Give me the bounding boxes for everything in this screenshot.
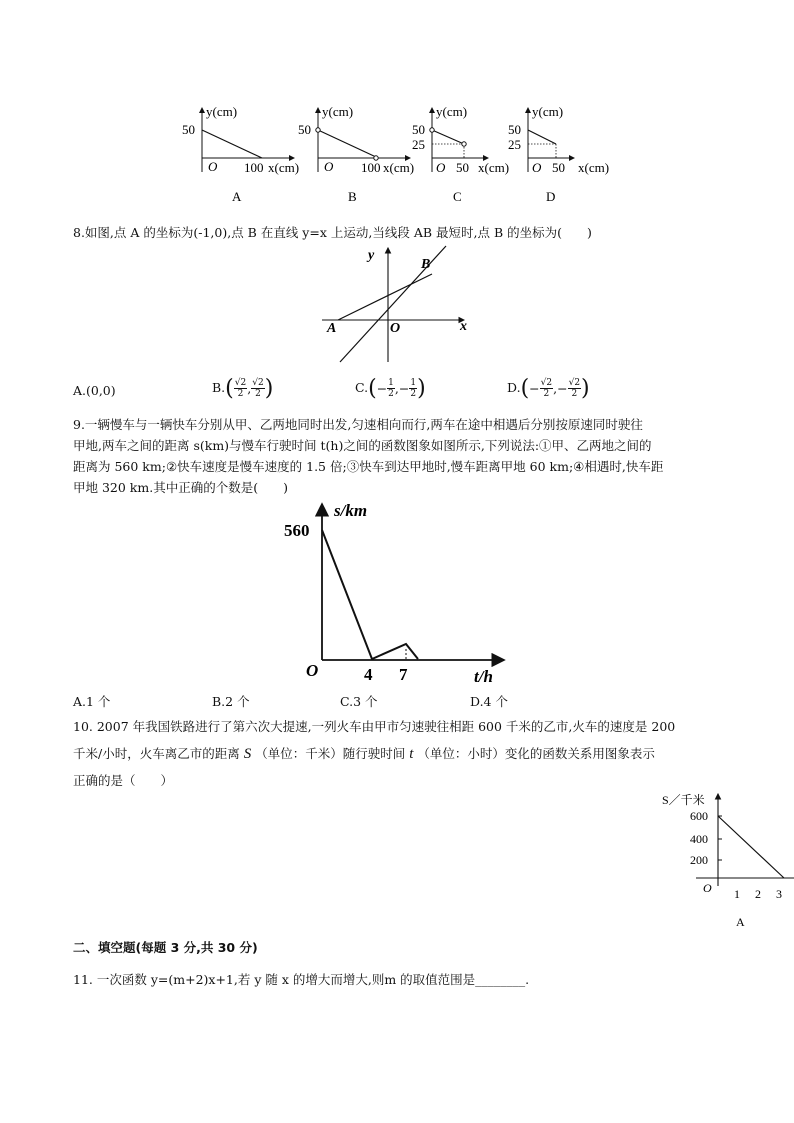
q10-line-2: 千米/小时，火车离乙市的距离 S （单位：千米）随行驶时间 t （单位：小时）变化的函数关系用图象表示 [73,746,655,762]
q8-text: 8.如图,点 A 的坐标为(-1,0),点 B 在直线 y=x 上运动,当线段 AB 最短时,点 B 的坐标为( ) [73,225,592,240]
q11-text: 11. 一次函数 y=(m+2)x+1,若 y 随 x 的增大而增大,则m 的取值范围是________. [73,972,530,987]
q7d-letter: D [546,189,556,204]
q8-option-b-prefix: B. [212,380,226,395]
q7a-xtick: 100 [244,160,264,175]
q8-figure-svg [318,244,478,370]
q9-line-1: 9.一辆慢车与一辆快车分别从甲、乙两地同时出发,匀速相向而行,两车在途中相遇后分别按原速同时驶往 [73,417,643,432]
q9-figure [278,498,510,688]
q10a-origin: O [703,881,712,895]
q7d-ytick: 50 [508,122,521,137]
q9-origin: O [306,661,319,680]
q7d-ylabel: y(cm) [532,104,564,119]
q10a-letter: A [736,915,745,929]
q7a-xlabel: x(cm) [268,160,300,175]
q7c-ytick: 50 [412,122,425,137]
q9-ytick: 560 [284,521,310,540]
q9-figure-svg [278,498,510,688]
q8-point-b: B [421,257,431,272]
q7b-xlabel: x(cm) [383,160,415,175]
q9-option-d: D.4 个 [470,694,508,709]
q7c-ytick2: 25 [412,137,425,152]
q10a-ylabel: S／千米 [662,793,705,807]
q7-graphs-svg [176,100,616,210]
q7b-ytick: 50 [298,122,311,137]
q7b-xtick: 100 [361,160,381,175]
q7a-ytick: 50 [182,122,195,137]
q9-option-b: B.2 个 [212,694,250,709]
q10a-ytick-400: 400 [690,832,708,846]
q9-ylabel: s/km [334,501,368,520]
q7c-ylabel: y(cm) [436,104,468,119]
q7d-ytick2: 25 [508,137,521,152]
q7b-ylabel: y(cm) [322,104,354,119]
q8-option-b: B.( $\frac{√2}{2}$ , $\frac{√2}{2}$ ) [212,376,274,401]
q9-option-a: A.1 个 [73,694,111,709]
q10a-xtick-1: 1 [734,887,740,901]
q7b-letter: B [348,189,357,204]
q7c-letter: C [453,189,462,204]
q8-option-a: A.(0,0) [73,383,116,398]
q9-xtick-4: 4 [364,665,373,684]
q7-graph-c [412,104,509,204]
q7a-ylabel: y(cm) [206,104,238,119]
q10-var-s: S [243,746,252,762]
q10-var-t: t [409,746,414,762]
q7-graph-a [182,104,299,204]
q10a-xtick-3: 3 [776,887,782,901]
q7-graphs [176,100,616,210]
q9-xtick-7: 7 [399,665,408,684]
q7c-origin: O [436,160,446,175]
q10-graph-a-svg [656,788,794,934]
q8-xlabel: x [460,319,467,334]
q7a-origin: O [208,159,218,174]
q8-figure [318,244,478,370]
q10-line-1: 10. 2007 年我国铁路进行了第六次大提速,一列火车由甲市匀速驶往相距 600 千米的乙市,火车的速度是 200 [73,719,676,734]
q7b-origin: O [324,159,334,174]
q7-graph-b [298,104,414,204]
q8-point-a: A [327,321,337,336]
q8-origin: O [390,321,401,336]
q9-line-2: 甲地,两车之间的距离 s(km)与慢车行驶时间 t(h)之间的函数图象如图所示,下列说法:①甲、乙两地之间的 [73,438,652,453]
q10a-xtick-2: 2 [755,887,761,901]
q10a-ytick-600: 600 [690,809,708,823]
q8-ylabel: y [368,248,375,263]
q9-option-c: C.3 个 [340,694,378,709]
q8-b-frac1: $\frac{√2}{2}$ [234,378,247,399]
q7d-xtick: 50 [552,160,565,175]
q8-option-c: C.(− $\frac{1}{2}$ ,− $\frac{1}{2}$ ) [355,376,426,401]
section-2-title: 二、填空题(每题 3 分,共 30 分) [73,940,258,955]
q8-b-frac2: $\frac{√2}{2}$ [252,378,264,399]
q9-line-3: 距离为 560 km;②快车速度是慢车速度的 1.5 倍;③快车到达甲地时,慢车距离甲地 60 km;④相遇时,快车距 [73,459,664,474]
q9-line-4: 甲地 320 km.其中正确的个数是( ) [73,480,288,495]
q7c-xtick: 50 [456,160,469,175]
q7c-xlabel: x(cm) [478,160,510,175]
q9-xlabel: t/h [474,667,493,686]
q7-graph-d [508,104,609,204]
q7a-letter: A [232,189,242,204]
q10-line-3: 正确的是（ ） [73,773,174,788]
q7d-xlabel: x(cm) [578,160,610,175]
q8-option-d: D.(− $\frac{√2}{2}$ ,− $\frac{√2}{2}$ ) [507,376,590,401]
q10a-ytick-200: 200 [690,853,708,867]
q10-graph-a [656,788,794,934]
q7d-origin: O [532,160,542,175]
